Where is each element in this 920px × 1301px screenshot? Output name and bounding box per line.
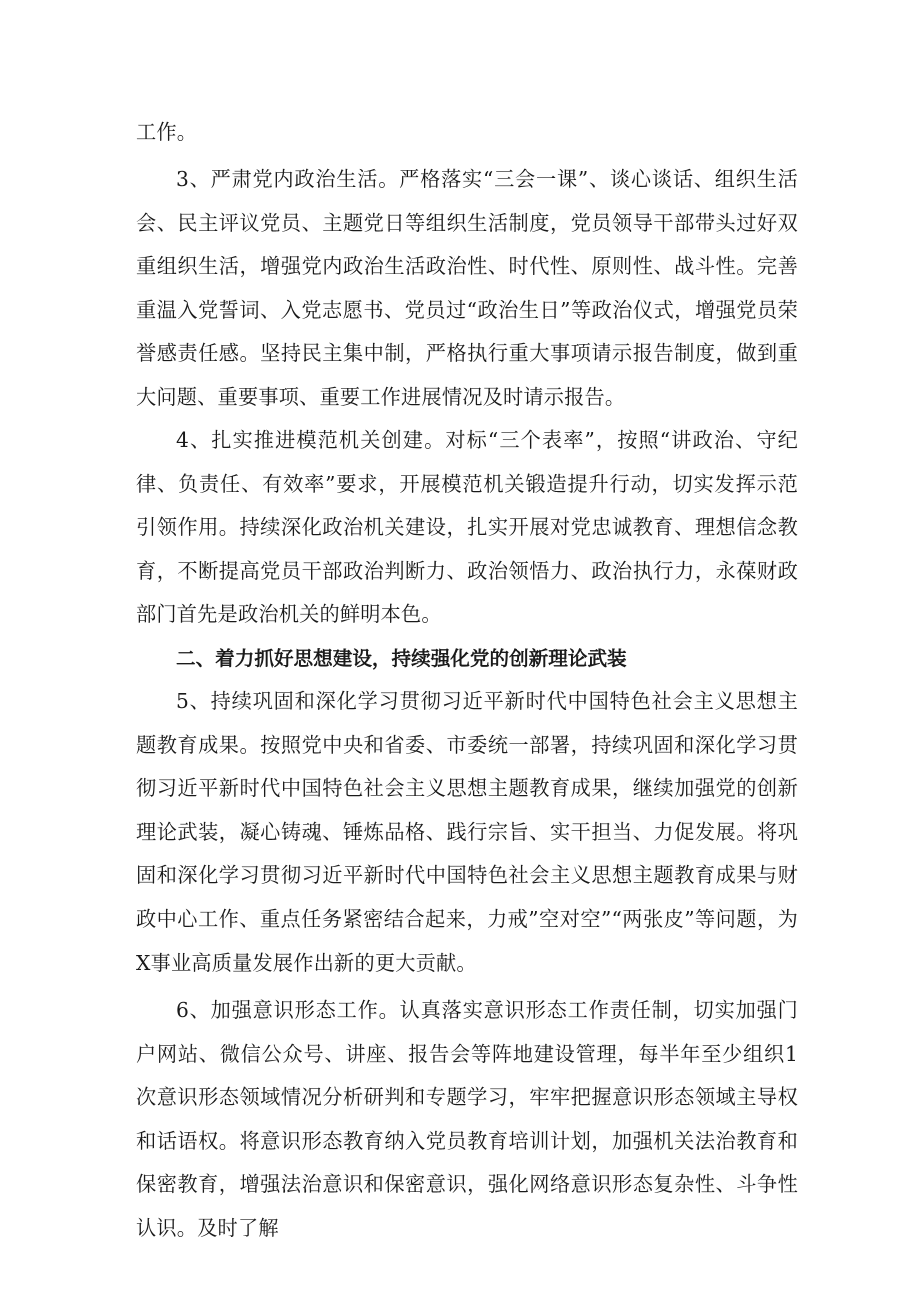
paragraph-continuation: 工作。 — [136, 120, 198, 144]
section-heading-2: 二、着力抓好思想建设，持续强化党的创新理论武装 — [176, 647, 627, 670]
paragraph-item-4: 4、扎实推进模范机关创建。对标“三个表率”，按照“讲政治、守纪律、负责任、有效率”要求，开展模范机关锻造提升行动，切实发挥示范引领作用。持续深化政治机关建设，扎实开展对党忠诚教育、理想信念教育，不断提高党员干部政治判断力、政治领悟力、政治执行力，永葆财政部门首先是政治机关的鲜明本色。 — [136, 428, 798, 627]
paragraph-item-5: 5、持续巩固和深化学习贯彻习近平新时代中国特色社会主义思想主题教育成果。按照党中央和省委、市委统一部署，持续巩固和深化学习贯彻习近平新时代中国特色社会主义思想主题教育成果，继续加强党的创新理论武装，凝心铸魂、锤炼品格、践行宗旨、实干担当、力促发展。将巩固和深化学习贯彻习近平新时代中国特色社会主义思想主题教育成果与财政中心工作、重点任务紧密结合起来，力戒”空对空”“两张皮”等问题，为X事业高质量发展作出新的更大贡献。 — [136, 689, 798, 975]
paragraph-item-6: 6、加强意识形态工作。认真落实意识形态工作责任制，切实加强门户网站、微信公众号、讲座、报告会等阵地建设管理，每半年至少组织1次意识形态领域情况分析研判和专题学习，牢牢把握意识形态领域主导权和话语权。将意识形态教育纳入党员教育培训计划，加强机关法治教育和保密教育，增强法治意识和保密意识，强化网络意识形态复杂性、斗争性认识。及时了解 — [136, 998, 798, 1240]
paragraph-item-3: 3、严肃党内政治生活。严格落实“三会一课”、谈心谈话、组织生活会、民主评议党员、主题党日等组织生活制度，党员领导干部带头过好双重组织生活，增强党内政治生活政治性、时代性、原则性、战斗性。完善重温入党誓词、入党志愿书、党员过“政治生日”等政治仪式，增强党员荣誉感责任感。坚持民主集中制，严格执行重大事项请示报告制度，做到重大问题、重要事项、重要工作进展情况及时请示报告。 — [136, 167, 798, 409]
